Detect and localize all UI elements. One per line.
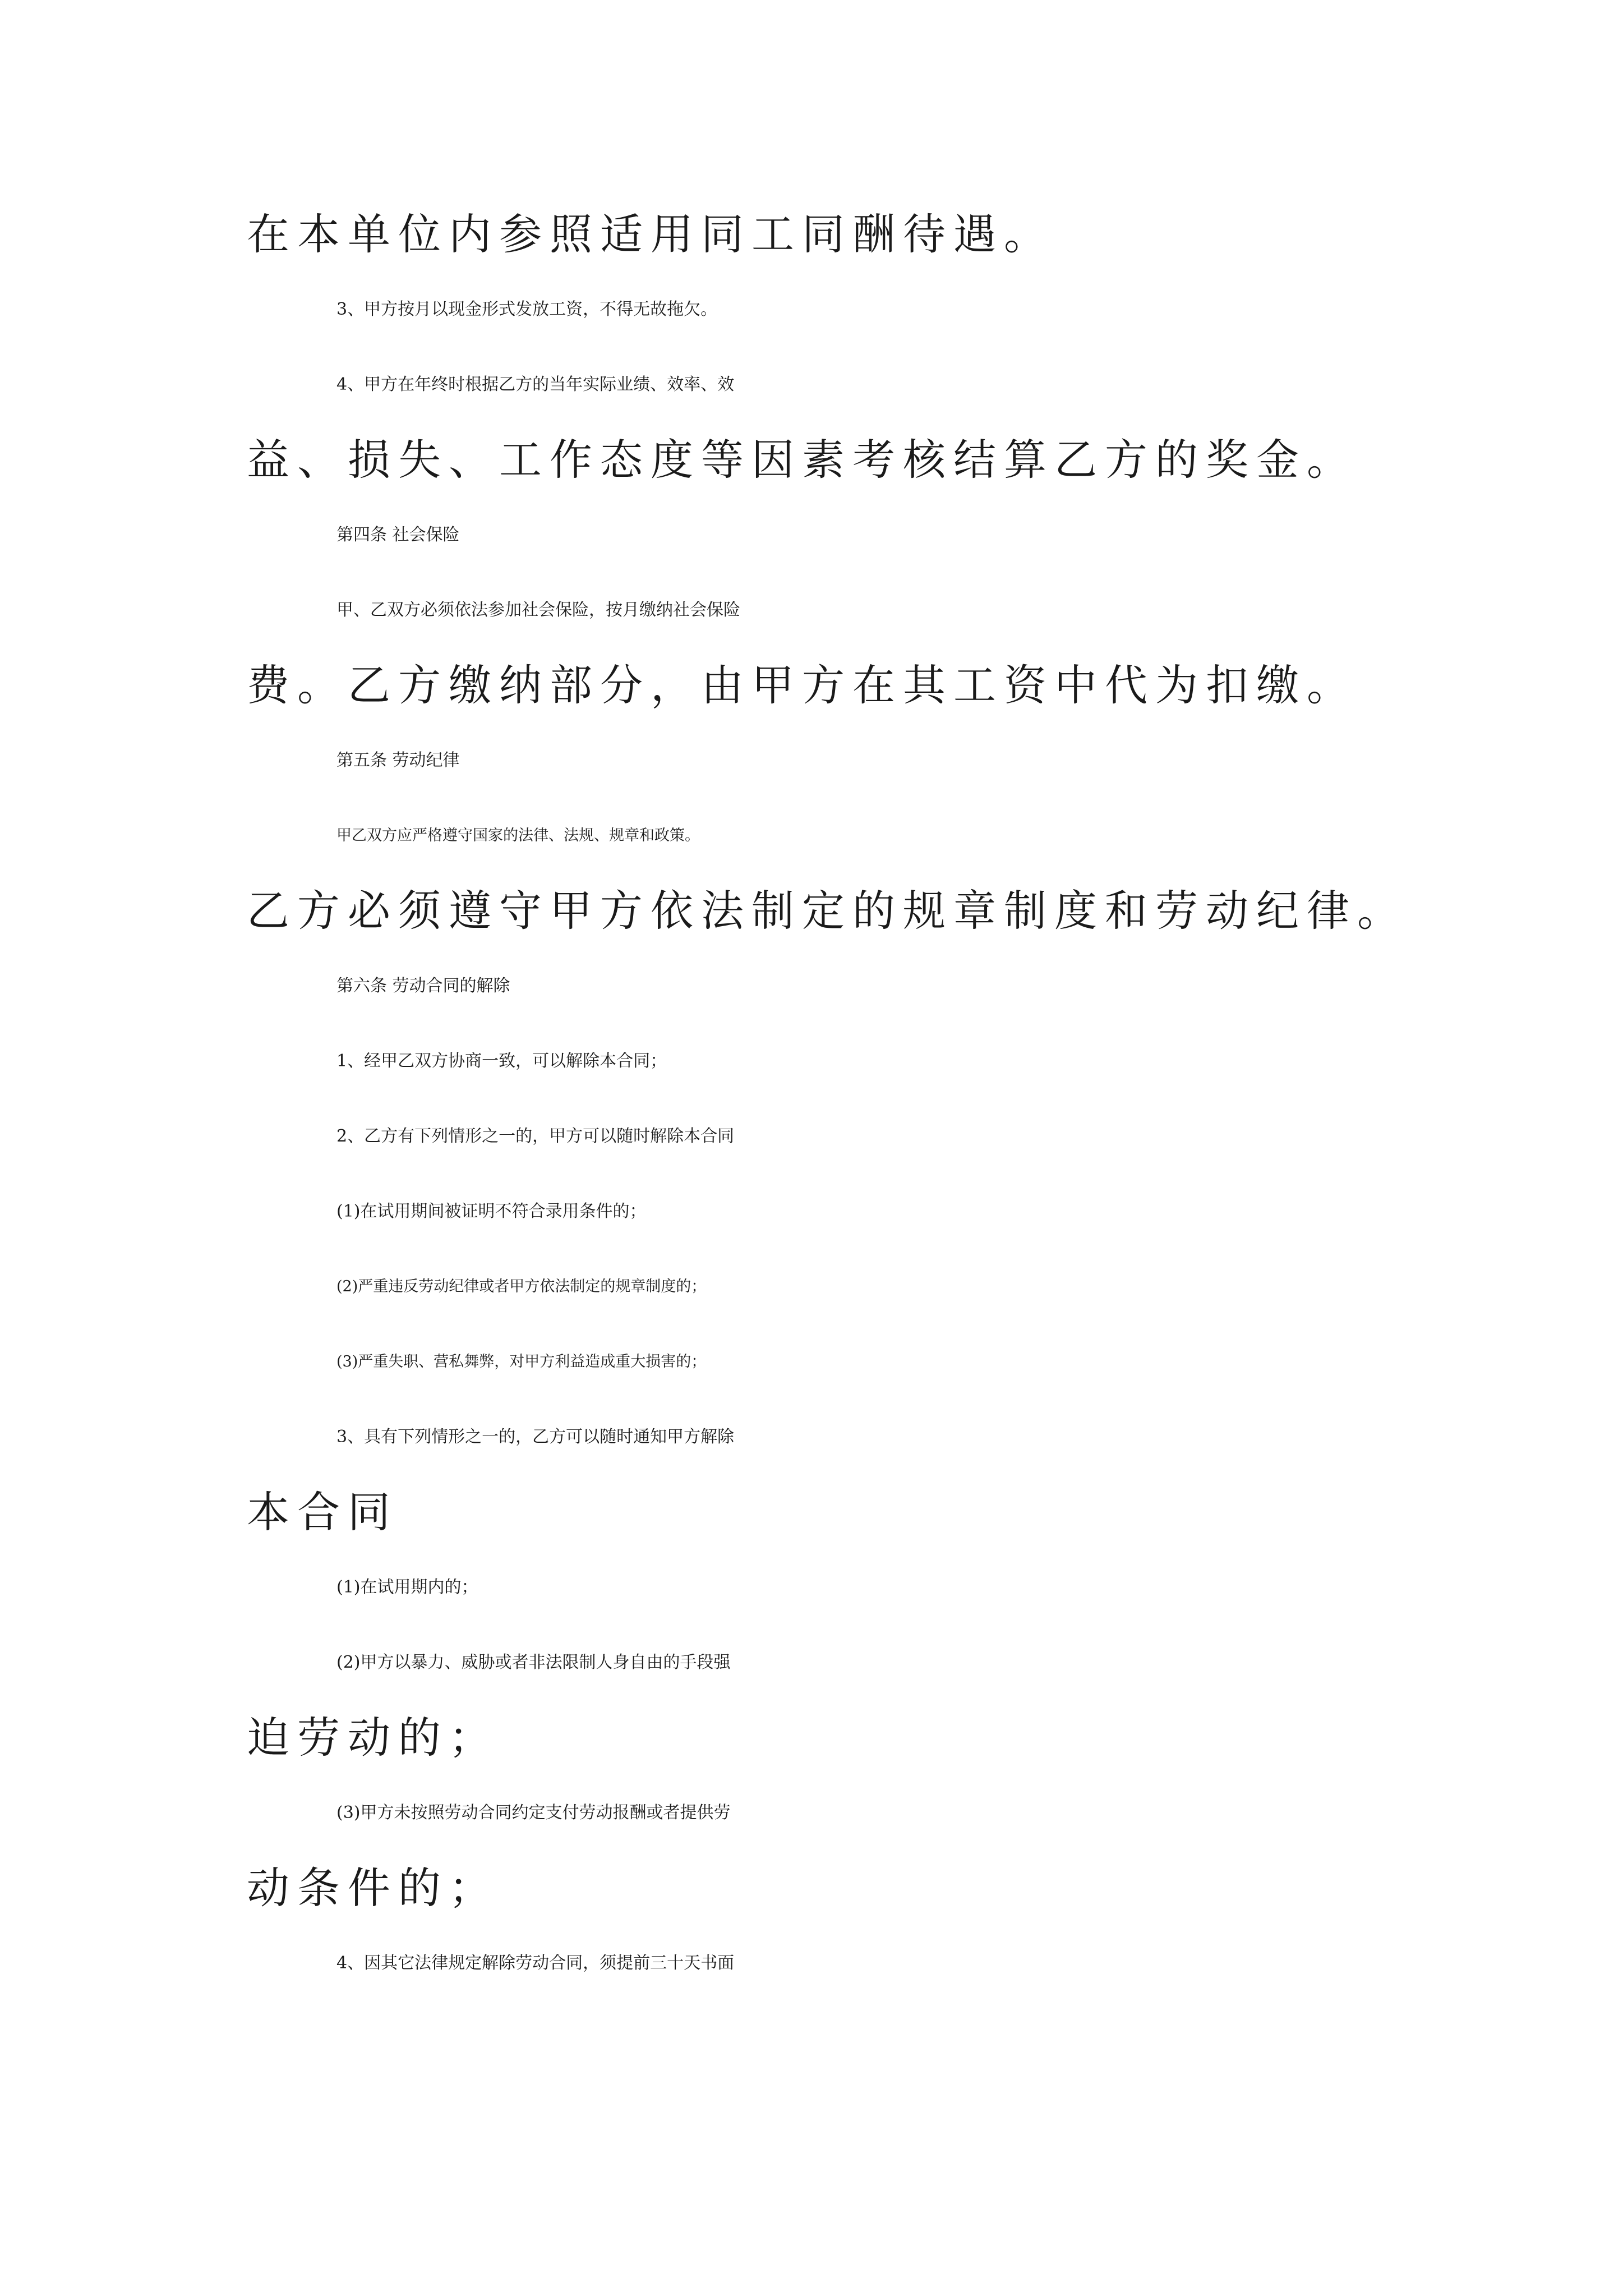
paragraph-line: 益、损失、工作态度等因素考核结算乙方的奖金。	[247, 435, 1357, 485]
list-item: (1)在试用期内的；	[336, 1577, 478, 1597]
list-item: (2)严重违反劳动纪律或者甲方依法制定的规章制度的；	[336, 1278, 707, 1295]
list-item: 4、因其它法律规定解除劳动合同，须提前三十天书面	[336, 1953, 735, 1973]
paragraph-line: 4、甲方在年终时根据乙方的当年实际业绩、效率、效	[336, 375, 735, 394]
section-heading: 第四条 社会保险	[336, 525, 460, 545]
paragraph-line: 在本单位内参照适用同工同酬待遇。	[247, 209, 1054, 259]
list-item: (3)甲方未按照劳动合同约定支付劳动报酬或者提供劳	[336, 1803, 731, 1823]
list-item: 2、乙方有下列情形之一的，甲方可以随时解除本合同	[336, 1126, 735, 1146]
paragraph-line: 甲乙双方应严格遵守国家的法律、法规、规章和政策。	[336, 827, 700, 844]
paragraph-line: 乙方必须遵守甲方依法制定的规章制度和劳动纪律。	[247, 886, 1408, 936]
list-item: 3、具有下列情形之一的，乙方可以随时通知甲方解除	[336, 1427, 735, 1447]
paragraph-line: 动条件的；	[247, 1863, 499, 1913]
paragraph-line: 本合同	[247, 1487, 398, 1537]
paragraph-line: 迫劳动的；	[247, 1713, 499, 1763]
paragraph-line: 费。乙方缴纳部分，由甲方在其工资中代为扣缴。	[247, 660, 1357, 710]
list-item: (3)严重失职、营私舞弊，对甲方利益造成重大损害的；	[336, 1353, 707, 1370]
section-heading: 第五条 劳动纪律	[336, 751, 460, 770]
paragraph-line: 甲、乙双方必须依法参加社会保险，按月缴纳社会保险	[336, 600, 740, 620]
section-heading: 第六条 劳动合同的解除	[336, 976, 510, 996]
paragraph-line: 3、甲方按月以现金形式发放工资，不得无故拖欠。	[336, 300, 718, 319]
list-item: (2)甲方以暴力、威胁或者非法限制人身自由的手段强	[336, 1653, 731, 1672]
list-item: 1、经甲乙双方协商一致，可以解除本合同；	[336, 1051, 667, 1071]
list-item: (1)在试用期间被证明不符合录用条件的；	[336, 1202, 647, 1221]
